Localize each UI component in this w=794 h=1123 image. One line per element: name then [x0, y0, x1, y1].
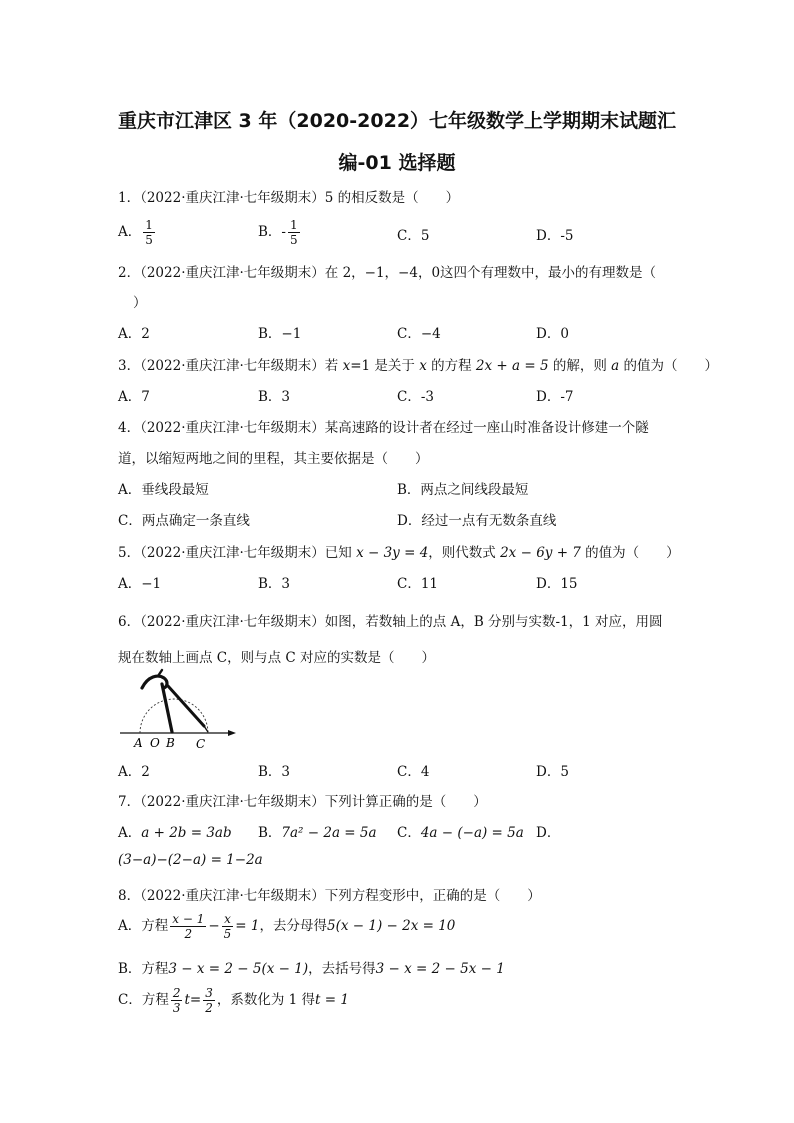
q1-option-c: C．5	[397, 228, 430, 244]
compass-arc	[140, 699, 208, 733]
point-label-c: C	[196, 737, 206, 751]
compass-leg-right	[168, 686, 204, 726]
q6-option-b: B．3	[258, 764, 291, 780]
q7-option-c: C．4a − (−a) = 5a	[397, 825, 524, 841]
question-4-stem-line1: 4．（2022·重庆江津·七年级期末）某高速路的设计者在经过一座山时准备设计修建一个隧	[118, 420, 649, 436]
q1-option-a: A． $\frac{1}{5}$	[118, 218, 153, 247]
q5-option-d: D．15	[536, 576, 578, 592]
q3-option-d: D．-7	[536, 389, 574, 405]
q1-option-d: D．-5	[536, 228, 574, 244]
fraction: $\frac{1}{5}$	[289, 218, 298, 247]
number-line-compass-figure	[118, 668, 240, 752]
question-7-stem: 7．（2022·重庆江津·七年级期末）下列计算正确的是（ ）	[118, 794, 487, 810]
q2-option-d: D．0	[536, 326, 569, 342]
q2-option-b: B．−1	[258, 326, 302, 342]
equation: 2x + a = 5	[475, 358, 549, 374]
expression: 2x − 6y + 7	[500, 545, 581, 561]
point-label-a: A	[134, 736, 143, 750]
q2-option-c: C．−4	[397, 326, 441, 342]
q7-option-d-equation: (3−a)−(2−a) = 1−2a	[118, 852, 263, 868]
compass-leg-left	[162, 684, 172, 732]
question-3-stem: 3．（2022·重庆江津·七年级期末）若 x=1 是关于 x 的方程 2x + a = 5 的解，则 a 的值为（ ）	[118, 358, 718, 374]
q4-option-d: D．经过一点有无数条直线	[397, 513, 557, 529]
point-label-b: B	[166, 736, 175, 750]
equation: x − 3y = 4	[356, 545, 429, 561]
question-6-stem-line1: 6．（2022·重庆江津·七年级期末）如图，若数轴上的点 A，B 分别与实数-1，1 对应，用圆	[118, 614, 663, 630]
q8-option-c: C．方程 $\frac{2}{3}$ t= $\frac{3}{2}$ ，系数化为 1 得t = 1	[118, 986, 349, 1015]
q5-option-c: C．11	[397, 576, 439, 592]
q3-option-a: A．7	[118, 389, 150, 405]
question-1-stem: 1．（2022·重庆江津·七年级期末）5 的相反数是（ ）	[118, 190, 460, 206]
point-label-o: O	[150, 736, 160, 750]
q4-option-c: C．两点确定一条直线	[118, 513, 250, 529]
fraction: $\frac{1}{5}$	[145, 218, 153, 247]
arrow-head	[228, 730, 236, 736]
q5-option-b: B．3	[258, 576, 291, 592]
q7-option-b: B．7a² − 2a = 5a	[258, 825, 377, 841]
q6-option-c: C．4	[397, 764, 430, 780]
q3-option-c: C．-3	[397, 389, 434, 405]
question-4-stem-line2: 道，以缩短两地之间的里程，其主要依据是（ ）	[118, 451, 429, 467]
page-title-line2: 编-01 选择题	[338, 152, 456, 174]
page-title-line1: 重庆市江津区 3 年（2020-2022）七年级数学上学期期末试题汇	[117, 110, 677, 132]
question-8-stem: 8．（2022·重庆江津·七年级期末）下列方程变形中，正确的是（ ）	[118, 888, 541, 904]
q6-option-a: A．2	[118, 764, 150, 780]
q4-option-b: B．两点之间线段最短	[397, 482, 529, 498]
question-6-stem-line2: 规在数轴上画点 C，则与点 C 对应的实数是（ ）	[118, 650, 436, 666]
q4-option-a: A．垂线段最短	[118, 482, 209, 498]
q6-option-d: D．5	[536, 764, 569, 780]
q3-option-b: B．3	[258, 389, 291, 405]
q2-option-a: A．2	[118, 326, 150, 342]
question-2-stem-line2: ）	[133, 295, 147, 311]
q8-option-b: B．方程3 − x = 2 − 5(x − 1)，去括号得3 − x = 2 − 5x − 1	[118, 961, 505, 977]
question-2-stem-line1: 2．（2022·重庆江津·七年级期末）在 2，−1，−4，0这四个有理数中，最小的有理数是（	[118, 265, 657, 281]
q5-option-a: A．−1	[118, 576, 162, 592]
q7-option-a: A．a + 2b = 3ab	[118, 825, 232, 841]
q7-option-d: D．	[536, 825, 561, 841]
q8-option-a: A．方程 $\frac{x - 1}{2}$ − $\frac{x}{5}$ = 1，去分母得5(x − 1) − 2x = 10	[118, 912, 456, 941]
q1-option-b: B．- $\frac{1}{5}$	[258, 218, 298, 247]
question-5-stem: 5．（2022·重庆江津·七年级期末）已知 x − 3y = 4，则代数式 2x − 6y + 7 的值为（ ）	[118, 545, 680, 561]
